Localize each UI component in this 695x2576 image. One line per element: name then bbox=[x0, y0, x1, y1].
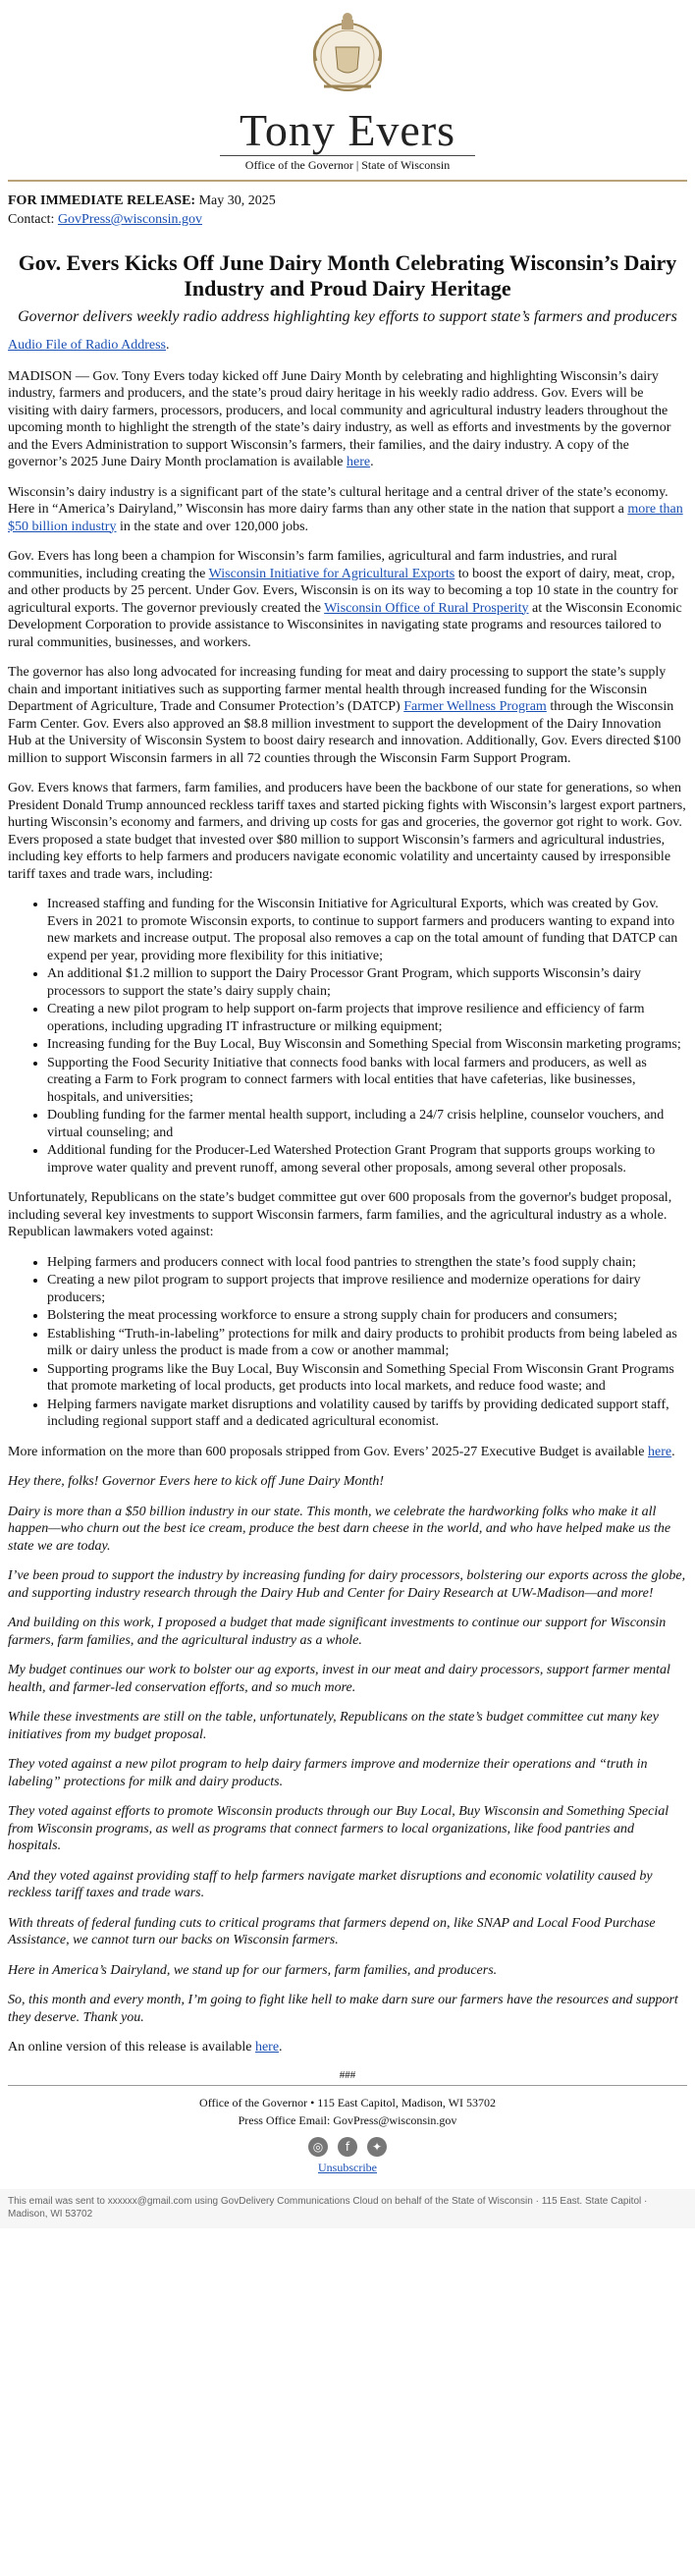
radio-paragraph: Hey there, folks! Governor Evers here to kick off June Dairy Month! bbox=[8, 1474, 385, 1489]
radio-paragraph: Here in America’s Dairyland, we stand up for our farmers, farm families, and producers. bbox=[8, 1962, 498, 1978]
paragraph-text: MADISON — Gov. Tony Evers today kicked off June Dairy Month by celebrating and highlighting Wisconsin’s dairy industry, farmers and producers, and the state’s proud dairy heritage in his weekly radio address. Gov. Evers will be visiting with dairy farmers, processors, producers, and local community and agricultural industry leaders throughout the upcoming month to highlight the strength of the state’s dairy industry, as well as efforts and investments by the governor and the Evers Administration to support Wisconsin’s farmers, their families, and the dairy industry. A copy of the governor’s 2025 June Dairy Month proclamation is available bbox=[8, 368, 671, 469]
instagram-icon[interactable]: ◎ bbox=[308, 2137, 328, 2157]
paragraph-republicans: Unfortunately, Republicans on the state’s budget committee gut over 600 proposals from the governor's budget proposal, including several key investments to support Wisconsin farmers, farm families, and the agricultural industry as a whole. Republican lawmakers voted against: bbox=[8, 1190, 672, 1239]
paragraph-text: Gov. Evers has long been a champion for Wisconsin’s farm families, agricultural and farm industries, and rural communities, including creating the bbox=[8, 549, 617, 581]
contact-email-link[interactable]: GovPress@wisconsin.gov bbox=[57, 212, 202, 227]
paragraph-text: Wisconsin’s dairy industry is a significant part of the state’s cultural heritage and a central driver of the state’s economy. Here in “America’s Dairyland,” Wisconsin has more dairy farms than any other state in the nation that support a bbox=[8, 484, 668, 517]
release-label: FOR IMMEDIATE RELEASE: bbox=[8, 193, 196, 208]
list-item: • Creating a new pilot program to support projects that improve resilience and modernize operations for dairy producers; bbox=[47, 1272, 687, 1306]
list-item: • Bolstering the meat processing workforce to ensure a strong supply chain for producers and consumers; bbox=[47, 1307, 687, 1325]
list-item: • Increased staffing and funding for the Wisconsin Initiative for Agricultural Exports, which was created by Gov. Evers in 2021 to promote Wisconsin exports, to continue to support farmers and producers wanting to expand into new markets and increase output. The proposal also removes a cap on the total amount of funding that DATCP can expend per year, providing more flexibility for this initiative; bbox=[47, 896, 687, 964]
list-item: • Additional funding for the Producer-Led Watershed Protection Grant Program that supports groups working to improve water quality and prevent runoff, among several other proposals, among several other proposals. bbox=[47, 1142, 687, 1177]
radio-paragraph: They voted against efforts to promote Wisconsin products through our Buy Local, Buy Wisconsin and Something Special from Wisconsin programs, as well as programs that connect farmers to local organizations, like food pantries and hospitals. bbox=[8, 1804, 669, 1853]
paragraph-online-version: An online version of this release is available here. bbox=[8, 2040, 283, 2055]
radio-paragraph: With threats of federal funding cuts to critical programs that farmers depend on, like SNAP and Local Food Purchase Assistance, we cannot turn our backs on Wisconsin farmers. bbox=[8, 1915, 656, 1947]
paragraph-text: at the Wisconsin Economic Development Corporation to provide assistance to Wisconsinites in navigating state programs and resources tailored to rural communities, businesses, and workers. bbox=[8, 600, 682, 650]
list-item: • Establishing “Truth-in-labeling” protections for milk and dairy products to prohibit products from being labeled as milk or dairy unless the product is made from a cow or another mammal; bbox=[47, 1326, 687, 1360]
radio-paragraph: Dairy is more than a $50 billion industry in our state. This month, we celebrate the hardworking folks who make it all happen—who churn out the best ice cream, produce the best darn cheese in the world, and who have helped make us the state we are today. bbox=[8, 1504, 671, 1554]
budget-proposals-list bbox=[8, 896, 687, 1177]
radio-paragraph: I’ve been proud to support the industry by increasing funding for dairy processors, bolstering our exports across the globe, and supporting industry research through the Dairy Hub and Center for Dairy Research at UW-Madison—and more! bbox=[8, 1568, 686, 1601]
end-mark: ### bbox=[339, 2068, 356, 2081]
online-version-link[interactable]: here bbox=[254, 2040, 280, 2055]
subheadline: Governor delivers weekly radio address highlighting key efforts to support state’s farmers and producers bbox=[18, 308, 677, 325]
radio-paragraph: While these investments are still on the table, unfortunately, Republicans on the state’s budget committee cut many key initiatives from my budget proposal. bbox=[8, 1710, 659, 1742]
radio-address-transcript bbox=[8, 1473, 687, 2026]
list-item: • Helping farmers navigate market disruptions and volatility caused by tariffs by providing dedicated support staff, including regional support staff and a dedicated agricultural economist. bbox=[47, 1397, 687, 1431]
paragraph-text: More information on the more than 600 proposals stripped from Gov. Evers’ 2025-27 Executive Budget is available bbox=[8, 1444, 649, 1459]
contact-label: Contact: bbox=[8, 212, 55, 227]
list-item: • Supporting programs like the Buy Local, Buy Wisconsin and Something Special From Wisconsin Grant Programs that promote marketing of local products, get products into local markets, and reduce food waste; and bbox=[47, 1361, 687, 1396]
radio-paragraph: They voted against a new pilot program to help dairy farmers improve and modernize their operations and “truth in labeling” protections for milk and dairy products. bbox=[8, 1757, 648, 1789]
list-item: • An additional $1.2 million to support the Dairy Processor Grant Program, which supports Wisconsin’s dairy processors to support the state’s dairy supply chain; bbox=[47, 965, 687, 1000]
social-links bbox=[8, 2137, 687, 2157]
paragraph-processing bbox=[8, 664, 687, 767]
paragraph-champion bbox=[8, 548, 687, 651]
paragraph-text: The governor has also long advocated for increasing funding for meat and dairy processing to support the state’s supply chain and important initiatives such as supporting farmer mental health through increased funding for the Wisconsin Department of Agriculture, Trade and Consumer Protection’s (DATCP) bbox=[8, 665, 667, 714]
paragraph-industry bbox=[8, 484, 687, 536]
footer-address: Office of the Governor • 115 East Capitol, Madison, WI 53702 bbox=[199, 2095, 496, 2110]
masthead-subtitle: Office of the Governor | State of Wisconsin bbox=[220, 155, 475, 173]
list-item: • Creating a new pilot program to help support on-farm projects that improve resilience and efficiency of farm operations, including upgrading IT infrastructure or milking equipment; bbox=[47, 1001, 687, 1035]
release-info bbox=[8, 192, 687, 229]
ag-exports-link[interactable]: Wisconsin Initiative for Agricultural Exports bbox=[208, 566, 455, 581]
paragraph-intro: MADISON — Gov. Tony Evers today kicked off June Dairy Month by celebrating and highlighting Wisconsin’s dairy industry, farmers and producers, and the state’s proud dairy heritage in his weekly radio address. Gov. Evers will be visiting with dairy farmers, processors, producers, and local community and agricultural industry leaders throughout the upcoming month to highlight the strength of the state’s dairy industry, as well as efforts and investments by the governor and the Evers Administration to support Wisconsin’s farmers, their families, and the dairy industry. A copy of the governor’s 2025 June Dairy Month proclamation is available here. bbox=[8, 368, 671, 469]
delivery-disclaimer: This email was sent to xxxxxx@gmail.com using GovDelivery Communications Cloud on behalf of the State of Wisconsin · 115 East. State Capitol · Madison, WI 53702 bbox=[0, 2189, 695, 2228]
industry-link[interactable]: more than $50 billion industry bbox=[8, 502, 683, 534]
press-release: Tony Evers Office of the Governor | State of Wisconsin FOR IMMEDIATE RELEASE: May 30, 2025 Contact: GovPress@wisconsin.gov Gov. Evers Kicks Off June Dairy Month Celebrating Wisconsin’s Dairy Industry and Proud Dairy Heritage Governor delivers weekly radio address highlighting key efforts to support state’s farmers and producers Audio File of Radio Address. MADISON — Gov. Tony Evers today kicked off June Dairy Month by celebrating and highlighting Wisconsin’s dairy industry, farmers and producers, and the state’s proud dairy heritage in his weekly radio address. Gov. Evers will be visiting with dairy farmers, processors, producers, and local community and agricultural industry leaders throughout the upcoming month to highlight the strength of the state’s dairy industry, as well as efforts and investments by the governor and the Evers Administration to support Wisconsin’s farmers, their families, and the dairy industry. A copy of the governor’s 2025 June Dairy Month proclamation is available here. Wisconsin’s dairy industry is a significant part of the state’s cultural heritage and a central driver of the state’s economy. Here in “America’s Dairyland,” Wisconsin has more dairy farms than any other state in the nation that support a more than $50 billion industry in the state and over 120,000 jobs. Gov. Evers has long been a champion for Wisconsin’s farm families, agricultural and farm industries, and rural communities, including creating the Wisconsin Initiative for Agricultural Exports to boost the export of dairy, meat, crop, and other products by 25 percent. Under Gov. Evers, Wisconsin is on its way to becoming a top 10 state in the country for agricultural exports. The governor previously created the Wisconsin Office of Rural Prosperity at the Wisconsin Economic Development Corporation to provide assistance to Wisconsinites in navigating state programs and resources tailored to rural communities, businesses, and workers. The governor has also long advocated for increasing funding for meat and dairy processing to support the state’s supply chain and important initiatives such as supporting farmer mental health through increased funding for the Wisconsin Department of Agriculture, Trade and Consumer Protection’s (DATCP) Farmer Wellness Program through the Wisconsin Farm Center. Gov. Evers also approved an $8.8 million investment to support the development of the Dairy Innovation Hub at the University of Wisconsin System to boost dairy research and innovation. Additionally, Gov. Evers directed $100 million to support Wisconsin farmers in all 72 counties through the Wisconsin Farm Support Program. Gov. Evers knows that farmers, farm families, and producers have been the backbone of our state for generations, so when President Donald Trump announced reckless tariff taxes and started picking fights with Wisconsin’s largest export partners, hurting Wisconsin’s economy and farmers, and driving up costs for gas and groceries, the governor got right to work. Gov. Evers proposed a state budget that invested over $80 million to support Wisconsin’s farmers and agricultural industries, including key efforts to help farmers and producers navigate economic volatility and uncertainty caused by irresponsible tariff taxes and trade wars, including: • Increased staffing and funding for the Wisconsin Initiative for Agricultural Exports, which was created by Gov. Evers in 2021 to promote Wisconsin exports, to continue to support farmers and producers wanting to expand into new markets and increase output. The proposal also removes a cap on the total amount of funding that DATCP can expend per year, providing more flexibility for this initiative; • An additional $1.2 million to support the Dairy Processor Grant Program, which supports Wisconsin’s dairy processors to support the state’s dairy supply chain; • Creating a new pilot program to help support on-farm projects that improve resilience and efficiency of farm operations, including upgrading IT infrastructure or milking equipment; • Increasing funding for the Buy Local, Buy Wisconsin and Something Special from Wisconsin marketing programs; • Supporting the Food Security Initiative that connects food banks with local farmers and producers, as well as creating a Farm to Fork program to connect farmers with local entities that have cafeterias, like businesses, hospitals, and universities; • Doubling funding for the farmer mental health support, including a 24/7 crisis helpline, counselor vouchers, and virtual counseling; and • Additional funding for the Producer-Led Watershed Protection Grant Program that supports groups working to improve water quality and prevent runoff, among several other proposals, among several other proposals. Unfortunately, Republicans on the state’s budget committee gut over 600 proposals from the governor's budget proposal, including several key investments to support Wisconsin farmers, farm families, and the agricultural industry as a whole. Republican lawmakers voted against: • Helping farmers and producers connect with local food pantries to strengthen the state’s food supply chain; • Creating a new pilot program to support projects that improve resilience and modernize operations for dairy producers; • Bolstering the meat processing workforce to ensure a strong supply chain for producers and consumers; • Establishing “Truth-in-labeling” protections for milk and dairy products to prohibit products from being labeled as milk or dairy unless the product is made from a cow or another mammal; • Supporting programs like the Buy Local, Buy Wisconsin and Something Special From Wisconsin Grant Programs that promote marketing of local products, get products into local markets, and reduce food waste; and • Helping farmers navigate market disruptions and volatility caused by tariffs by providing dedicated support staff, including regional support staff and a dedicated agricultural economist. More information on the more than 600 proposals stripped from Gov. Evers’ 2025-27 Executive Budget is available here. Hey there, folks! Governor Evers here to kick off June Dairy Month! Dairy is more than a $50 billion industry in our state. This month, we celebrate the hardworking folks who make it all happen—who churn out the best ice cream, produce the best darn cheese in the world, and who have helped make us the state we are today. I’ve been proud to support the industry by increasing funding for dairy processors, bolstering our exports across the globe, and supporting industry research through the Dairy Hub and Center for Dairy Research at UW-Madison—and more! And building on this work, I proposed a budget that made significant investments to continue our support for Wisconsin farmers, farm families, and the agricultural industry as a whole. My budget continues our work to bolster our ag exports, invest in our meat and dairy processors, support farmer mental health, and farmer-led conservation efforts, and so much more. While these investments are still on the table, unfortunately, Republicans on the state’s budget committee cut many key initiatives from my budget proposal. They voted against a new pilot program to help dairy farmers improve and modernize their operations and “truth in labeling” protections for milk and dairy products. They voted against efforts to promote Wisconsin products through our Buy Local, Buy Wisconsin and Something Special from Wisconsin programs, as well as programs that connect farmers to local organizations, like food pantries and hospitals. And they voted against providing staff to help farmers navigate market disruptions and economic volatility caused by reckless tariff taxes and trade wars. With threats of federal funding cuts to critical programs that farmers depend on, like SNAP and Local Food Purchase Assistance, we cannot turn our backs on Wisconsin farmers. Here in America’s Dairyland, we stand up for our farmers, farm families, and producers. So, this month and every month, I’m going to fight like hell to make darn sure our farmers have the resources and support they deserve. Thank you. An online version of this release is available here. ### Office of the Governor • 115 East Capitol, Madison, WI 53702 Press Office Email: GovPress@wisconsin.gov ◎ f ✦ Unsubscribe bbox=[0, 0, 695, 2175]
state-seal-area bbox=[8, 0, 687, 104]
headline: Gov. Evers Kicks Off June Dairy Month Celebrating Wisconsin’s Dairy Industry and Proud Dairy Heritage bbox=[18, 250, 677, 301]
footer bbox=[8, 2094, 687, 2129]
proposals-link[interactable]: here bbox=[648, 1444, 672, 1459]
footer-divider bbox=[8, 2085, 687, 2086]
facebook-icon[interactable]: f bbox=[338, 2137, 357, 2157]
twitter-icon[interactable]: ✦ bbox=[367, 2137, 387, 2157]
radio-paragraph: And building on this work, I proposed a budget that made significant investments to continue our support for Wisconsin farmers, farm families, and the agricultural industry as a whole. bbox=[8, 1616, 667, 1648]
paragraph-text: in the state and over 120,000 jobs. bbox=[116, 519, 309, 534]
audio-file-link[interactable]: Audio File of Radio Address bbox=[8, 338, 166, 353]
list-item: • Increasing funding for the Buy Local, Buy Wisconsin and Something Special from Wisconsin marketing programs; bbox=[47, 1036, 687, 1054]
proclamation-link[interactable]: here bbox=[347, 455, 371, 469]
masthead-name: Tony Evers bbox=[239, 105, 456, 155]
list-item: • Supporting the Food Security Initiative that connects food banks with local farmers and producers, as well as creating a Farm to Fork program to connect farmers with local entities that have cafeterias, like businesses, hospitals, and universities; bbox=[47, 1055, 687, 1107]
list-item: • Helping farmers and producers connect with local food pantries to strengthen the state’s food supply chain; bbox=[47, 1254, 687, 1272]
paragraph-text: to boost the export of dairy, meat, crop, and other products by 25 percent. Under Gov. Evers, Wisconsin is on its way to becoming a top 10 state in the country for agricultural exports. The governor previously created the bbox=[8, 566, 678, 616]
unsubscribe-link[interactable]: Unsubscribe bbox=[318, 2160, 377, 2174]
radio-paragraph: And they voted against providing staff to help farmers navigate market disruptions and economic volatility caused by reckless tariff taxes and trade wars. bbox=[8, 1868, 653, 1900]
wisconsin-seal-icon bbox=[302, 8, 393, 98]
paragraph-more-info: More information on the more than 600 proposals stripped from Gov. Evers’ 2025-27 Executive Budget is available here. bbox=[8, 1444, 675, 1459]
rural-prosperity-link[interactable]: Wisconsin Office of Rural Prosperity bbox=[324, 600, 529, 616]
radio-paragraph: My budget continues our work to bolster our ag exports, invest in our meat and dairy processors, support farmer mental health, and farmer-led conservation efforts, and so much more. bbox=[8, 1663, 670, 1695]
masthead bbox=[8, 105, 687, 174]
paragraph-tariffs: Gov. Evers knows that farmers, farm families, and producers have been the backbone of our state for generations, so when President Donald Trump announced reckless tariff taxes and started picking fights with Wisconsin’s largest export partners, hurting Wisconsin’s economy and farmers, and driving up costs for gas and groceries, the governor got right to work. Gov. Evers proposed a state budget that invested over $80 million to support Wisconsin’s farmers and agricultural industries, including key efforts to help farmers and producers navigate economic volatility and uncertainty caused by irresponsible tariff taxes and trade wars, including: bbox=[8, 781, 686, 882]
footer-press-email: Press Office Email: GovPress@wisconsin.gov bbox=[238, 2112, 457, 2127]
farmer-wellness-link[interactable]: Farmer Wellness Program bbox=[403, 699, 547, 714]
paragraph-text: An online version of this release is available bbox=[8, 2040, 255, 2055]
paragraph-text: through the Wisconsin Farm Center. Gov. Evers also approved an $8.8 million investment to support the development of the Dairy Innovation Hub at the University of Wisconsin System to boost dairy research and innovation. Additionally, Gov. Evers directed $100 million to support Wisconsin farmers in all 72 counties through the Wisconsin Farm Support Program. bbox=[8, 699, 681, 766]
voted-against-list bbox=[8, 1254, 687, 1431]
release-date: May 30, 2025 bbox=[198, 193, 276, 208]
radio-paragraph: So, this month and every month, I’m going to fight like hell to make darn sure our farmers have the resources and support they deserve. Thank you. bbox=[8, 1993, 678, 2025]
list-item: • Doubling funding for the farmer mental health support, including a 24/7 crisis helpline, counselor vouchers, and virtual counseling; and bbox=[47, 1107, 687, 1141]
header-divider bbox=[8, 180, 687, 182]
